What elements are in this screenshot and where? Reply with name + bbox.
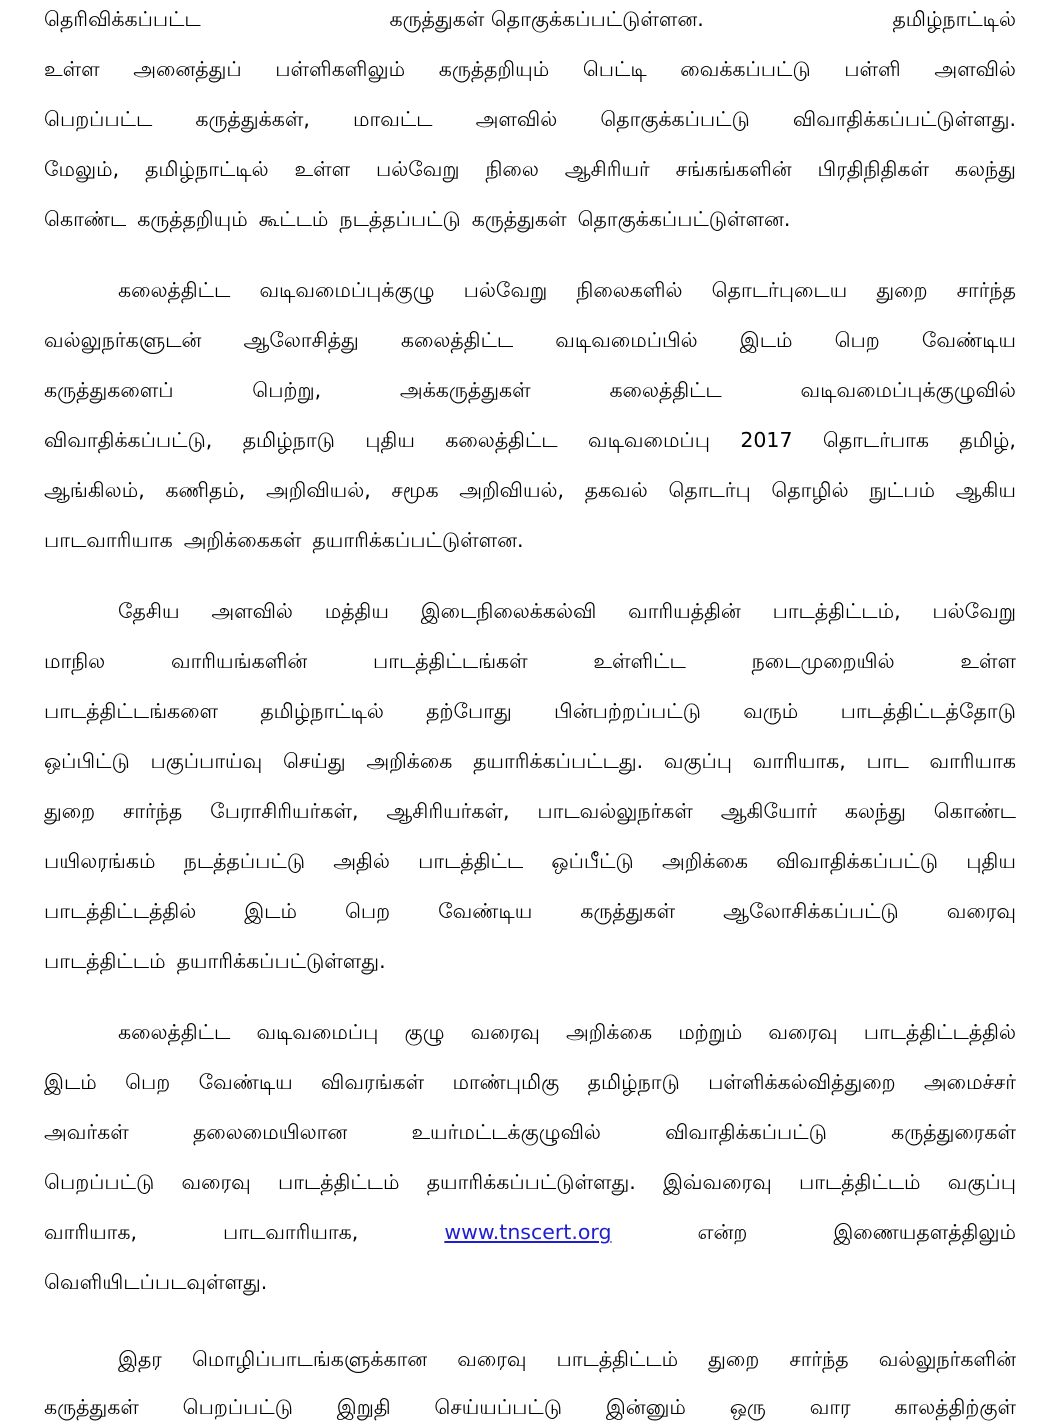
word: ஆலோசிக்கப்பட்டு (723, 899, 899, 923)
word: வரைவு (946, 899, 1016, 923)
word: பள்ளிக்கல்வித்துறை (708, 1070, 896, 1094)
word: இவ்வரைவு (662, 1170, 772, 1194)
word: பாடத்திட்டங்கள் (373, 649, 528, 673)
word: தற்போது (426, 699, 512, 723)
word: வெளியிடப்படவுள்ளது. (44, 1270, 268, 1294)
word: பாடத்திட்டம் (798, 1170, 921, 1194)
word: ஆகியோர் (720, 799, 818, 823)
word: அளவில் (934, 57, 1016, 81)
word: ஒரு (729, 1395, 766, 1419)
word: வைக்கப்பட்டு (680, 57, 811, 81)
word: பாடத்திட்டங்களை (44, 699, 219, 723)
word: பாடத்திட்டம் (277, 1170, 400, 1194)
word: வல்லுநர்களின் (878, 1347, 1016, 1371)
word: வாரியத்தின் (628, 599, 741, 623)
word: பல்வேறு (932, 599, 1016, 623)
word: பாடவாரியாக, (223, 1220, 359, 1244)
word: அறிவியல், (265, 478, 371, 502)
tnscert-link[interactable]: www.tnscert.org (444, 1220, 612, 1244)
text-line (44, 946, 1016, 976)
word: விவாதிக்கப்பட்டு (665, 1120, 827, 1144)
word: வாரியாக, (44, 1220, 138, 1244)
word: தொகுக்கப்பட்டுள்ளன. (577, 207, 791, 231)
word: வேண்டிய (198, 1070, 293, 1094)
word: ஆகிய (955, 478, 1016, 502)
word: செய்து (282, 749, 346, 773)
word: அமைச்சர் (923, 1070, 1016, 1094)
word: மாண்புமிகு (452, 1070, 560, 1094)
word: துறை (876, 278, 928, 302)
word: தமிழ்நாட்டில் (145, 157, 269, 181)
word: பாடவாரியாக (44, 528, 173, 552)
word: வரைவு (768, 1020, 838, 1044)
word: புதிய (365, 428, 415, 452)
word: பெற்று, (252, 378, 322, 402)
text-line (118, 596, 1016, 626)
word: பாடத்திட்டத்தில் (863, 1020, 1016, 1044)
word: பாடத்திட்டம் (556, 1347, 679, 1371)
word: தமிழ், (959, 428, 1016, 452)
word: கலைத்திட்ட (445, 428, 558, 452)
word: அறிக்கை (661, 849, 748, 873)
text-line (44, 1267, 1016, 1297)
word: கொண்ட (933, 799, 1016, 823)
text-line (44, 4, 1016, 34)
word: வடிவமைப்பில் (555, 328, 698, 352)
word: இறுதி (336, 1395, 391, 1419)
word: கலைத்திட்ட (400, 328, 514, 352)
word: அதில் (333, 849, 390, 873)
text-line (44, 896, 1016, 926)
text-line (44, 54, 1016, 84)
word: கலந்து (954, 157, 1016, 181)
word: பாடவல்லுநர்கள் (537, 799, 693, 823)
text-line (118, 275, 1016, 305)
word: சார்ந்த (789, 1347, 849, 1371)
word: உயர்மட்டக்குழுவில் (411, 1120, 601, 1144)
word: நிலைகளில் (576, 278, 683, 302)
word: மற்றும் (678, 1020, 743, 1044)
word: 2017 (740, 428, 793, 452)
word: அறிக்கை (566, 1020, 653, 1044)
word: கருத்துக்கள், (195, 107, 310, 131)
word: என்ற (697, 1220, 748, 1244)
text-line (44, 154, 1016, 184)
word: தயாரிக்கப்பட்டது. (473, 749, 644, 773)
word: தெரிவிக்கப்பட்ட (44, 7, 201, 31)
word: வடிவமைப்பு (587, 428, 710, 452)
word: தொடர்பு (668, 478, 751, 502)
word: கலந்து (844, 799, 906, 823)
word: உள்ள (960, 649, 1016, 673)
word: மேலும், (44, 157, 120, 181)
word: ஆசிரியர்கள், (386, 799, 510, 823)
word: பிரதிநிதிகள் (817, 157, 930, 181)
word: நிலை (485, 157, 539, 181)
word: ஆசிரியர் (564, 157, 650, 181)
word: விவாதிக்கப்பட்டுள்ளது. (792, 107, 1016, 131)
word: இணையதளத்திலும் (833, 1220, 1016, 1244)
word: அறிக்கை (366, 749, 453, 773)
word: அனைத்துப் (133, 57, 242, 81)
word: உள்ள (44, 57, 100, 81)
word: வடிவமைப்பு (256, 1020, 379, 1044)
word: வாரியாக (929, 749, 1016, 773)
word: ஒப்பிட்டு (44, 749, 130, 773)
word: பெற (344, 899, 391, 923)
word: அவர்கள் (44, 1120, 129, 1144)
word: துறை (44, 799, 96, 823)
word: வகுப்பு (947, 1170, 1016, 1194)
word: உள்ள (294, 157, 351, 181)
word: தமிழ்நாடு (242, 428, 335, 452)
word: துறை (708, 1347, 760, 1371)
text-line (44, 1117, 1016, 1147)
word: சங்கங்களின் (675, 157, 792, 181)
word: பாட (866, 749, 909, 773)
word: தொகுக்கப்பட்டு (600, 107, 750, 131)
word: வரைவு (470, 1020, 540, 1044)
word: அளவில் (475, 107, 558, 131)
word: கருத்துரைகள் (891, 1120, 1016, 1144)
word: சார்ந்த (123, 799, 183, 823)
text-line (118, 1017, 1016, 1047)
word: இடைநிலைக்கல்வி (420, 599, 597, 623)
word: விவாதிக்கப்பட்டு, (44, 428, 213, 452)
word: வரைவு (181, 1170, 251, 1194)
word: கலைத்திட்ட (118, 278, 231, 302)
word: ஆலோசித்து (243, 328, 359, 352)
word: வரைவு (457, 1347, 527, 1371)
word: இதர (118, 1347, 162, 1371)
word: தொடர்பாக (822, 428, 929, 452)
text-line (44, 646, 1016, 676)
word: வல்லுநர்களுடன் (44, 328, 202, 352)
word: பேராசிரியர்கள், (210, 799, 359, 823)
word: தயாரிக்கப்பட்டுள்ளன. (312, 528, 524, 552)
word: நுட்பம் (869, 478, 936, 502)
word: சார்ந்த (956, 278, 1016, 302)
word: உள்ளிட்ட (593, 649, 686, 673)
word: இடம் (739, 328, 793, 352)
word: பெற (834, 328, 880, 352)
word: அளவில் (211, 599, 293, 623)
word: பள்ளிகளிலும் (275, 57, 406, 81)
word: வேண்டிய (921, 328, 1016, 352)
word: தமிழ்நாட்டில் (260, 699, 384, 723)
word: பின்பற்றப்பட்டு (554, 699, 701, 723)
word: பெறப்பட்ட (44, 107, 153, 131)
word: அக்கருத்துகள் (399, 378, 531, 402)
word: பாடத்திட்ட (418, 849, 524, 873)
word: கருத்துகளைப் (44, 378, 174, 402)
word: வார (809, 1395, 851, 1419)
text-line (44, 1167, 1016, 1197)
text-line (44, 1392, 1016, 1422)
text-line (44, 1217, 1016, 1247)
text-line (44, 204, 1016, 234)
word: தயாரிக்கப்பட்டுள்ளது. (176, 949, 386, 973)
text-line (44, 104, 1016, 134)
word: பாடத்திட்டம் (44, 949, 166, 973)
word: வரும் (743, 699, 799, 723)
word: வாரியங்களின் (170, 649, 308, 673)
text-line (44, 325, 1016, 355)
word: தலைமையிலான (192, 1120, 348, 1144)
word: இடம் (44, 1070, 97, 1094)
word: மத்திய (324, 599, 389, 623)
word: சமூக (391, 478, 439, 502)
word: தயாரிக்கப்பட்டுள்ளது. (426, 1170, 636, 1194)
word: கருத்துகள் தொகுக்கப்பட்டுள்ளன. (389, 7, 704, 31)
word: மொழிப்பாடங்களுக்கான (191, 1347, 428, 1371)
word: இன்னும் (605, 1395, 686, 1419)
word: கருத்துகள் (471, 207, 567, 231)
word: கலைத்திட்ட (118, 1020, 231, 1044)
word: தகவல் (584, 478, 648, 502)
word: பாடத்திட்டம், (772, 599, 901, 623)
word: குழு (404, 1020, 445, 1044)
word: தேசிய (118, 599, 180, 623)
word: பள்ளி (844, 57, 901, 81)
text-line (44, 1067, 1016, 1097)
word: விவரங்கள் (321, 1070, 425, 1094)
text-line (44, 796, 1016, 826)
word: பல்வேறு (463, 278, 548, 302)
word: வேண்டிய (438, 899, 533, 923)
word: பெறப்பட்டு (44, 1170, 155, 1194)
word: மாவட்ட (353, 107, 433, 131)
text-line (44, 746, 1016, 776)
word: பெறப்பட்டு (182, 1395, 293, 1419)
word: நடைமுறையில் (751, 649, 895, 673)
word: வடிவமைப்புக்குழுவில் (800, 378, 1016, 402)
word: நடத்தப்பட்டு (339, 207, 461, 231)
word: பயிலரங்கம் (44, 849, 156, 873)
word: பாடத்திட்டத்தோடு (840, 699, 1016, 723)
word: மாநில (44, 649, 106, 673)
text-line (44, 525, 1016, 555)
text-line (44, 425, 1016, 455)
word: தொழில் (771, 478, 849, 502)
word: காலத்திற்குள் (894, 1395, 1016, 1419)
text-line (44, 375, 1016, 405)
word: ஆங்கிலம், (44, 478, 145, 502)
word: கணிதம், (165, 478, 246, 502)
word: கருத்துகள் (580, 899, 676, 923)
word: கொண்ட (44, 207, 127, 231)
text-line (44, 475, 1016, 505)
word: தமிழ்நாட்டில் (892, 7, 1016, 31)
word: கருத்தறியும் (438, 57, 550, 81)
word: வடிவமைப்புக்குழு (259, 278, 435, 302)
word: ஒப்பீட்டு (551, 849, 634, 873)
word: வாரியாக, (752, 749, 846, 773)
word: தொடர்புடைய (711, 278, 848, 302)
word: கலைத்திட்ட (609, 378, 722, 402)
text-line (44, 846, 1016, 876)
word: நடத்தப்பட்டு (183, 849, 306, 873)
word: அறிவியல், (459, 478, 565, 502)
word: புதிய (966, 849, 1016, 873)
word: பெற (125, 1070, 171, 1094)
word: விவாதிக்கப்பட்டு (776, 849, 939, 873)
word: கருத்துகள் (44, 1395, 139, 1419)
word: வகுப்பு (663, 749, 733, 773)
text-line (118, 1344, 1016, 1374)
word: அறிக்கைகள் (183, 528, 302, 552)
word: செய்யப்பட்டு (434, 1395, 563, 1419)
word: தமிழ்நாடு (587, 1070, 680, 1094)
word: பகுப்பாய்வு (150, 749, 263, 773)
word: இடம் (244, 899, 297, 923)
word: பல்வேறு (375, 157, 460, 181)
word: கருத்தறியும் (137, 207, 248, 231)
word: பாடத்திட்டத்தில் (44, 899, 197, 923)
word: பெட்டி (582, 57, 647, 81)
text-line (44, 696, 1016, 726)
word: கூட்டம் (258, 207, 329, 231)
